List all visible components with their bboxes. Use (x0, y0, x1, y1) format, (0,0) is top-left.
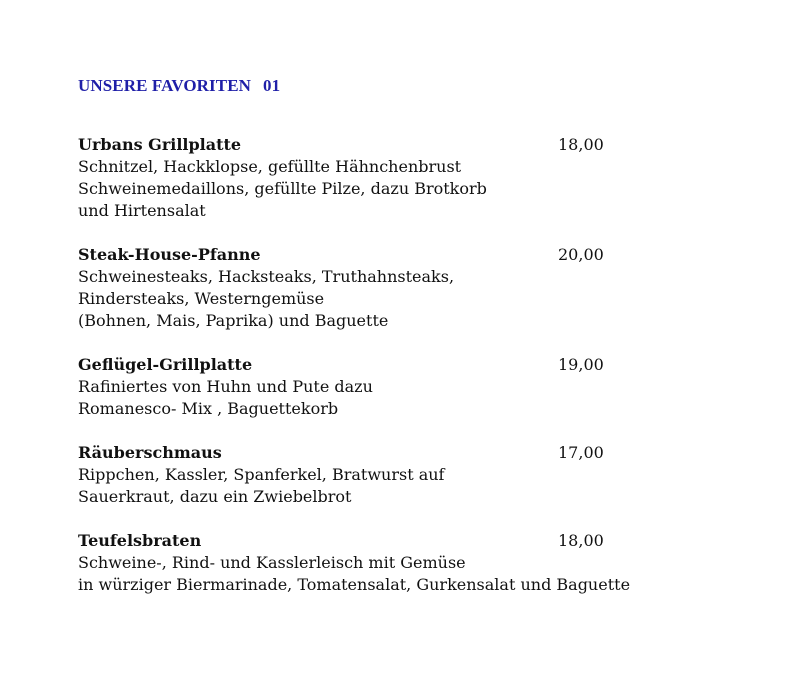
item-description-line: Rafiniertes von Huhn und Pute dazu (78, 377, 373, 396)
menu-item (78, 244, 638, 332)
section-title: UNSERE FAVORITEN (78, 76, 252, 95)
menu-item (78, 530, 638, 596)
item-description-line: Schweinemedaillons, gefüllte Pilze, dazu Brotkorb (78, 179, 487, 198)
section-heading (78, 76, 280, 96)
item-price: 19,00 (558, 355, 604, 374)
item-description-line: und Hirtensalat (78, 201, 206, 220)
item-description-line: Schweine-, Rind- und Kasslerleisch mit Gemüse (78, 553, 466, 572)
item-description-line: in würziger Biermarinade, Tomatensalat, Gurkensalat und Baguette (78, 575, 631, 594)
menu-list (78, 134, 638, 618)
item-description-line: Schweinesteaks, Hacksteaks, Truthahnsteaks, (78, 267, 455, 286)
item-description-line: Rippchen, Kassler, Spanferkel, Bratwurst auf (78, 465, 445, 484)
menu-item (78, 134, 638, 222)
item-name: Urbans Grillplatte (78, 135, 242, 154)
item-price: 20,00 (558, 245, 604, 264)
item-name: Teufelsbraten (78, 531, 202, 550)
item-description-line: (Bohnen, Mais, Paprika) und Baguette (78, 311, 389, 330)
item-description-line: Rindersteaks, Westerngemüse (78, 289, 325, 308)
item-description-line: Sauerkraut, dazu ein Zwiebelbrot (78, 487, 352, 506)
item-description-line: Romanesco- Mix , Baguettekorb (78, 399, 339, 418)
menu-item (78, 442, 638, 508)
item-name: Räuberschmaus (78, 443, 222, 462)
item-price: 17,00 (558, 443, 604, 462)
section-number: 01 (263, 76, 281, 95)
item-price: 18,00 (558, 135, 604, 154)
item-price: 18,00 (558, 531, 604, 550)
item-name: Geflügel-Grillplatte (78, 355, 253, 374)
item-name: Steak-House-Pfanne (78, 245, 261, 264)
menu-item (78, 354, 638, 420)
item-description-line: Schnitzel, Hackklopse, gefüllte Hähnchenbrust (78, 157, 462, 176)
